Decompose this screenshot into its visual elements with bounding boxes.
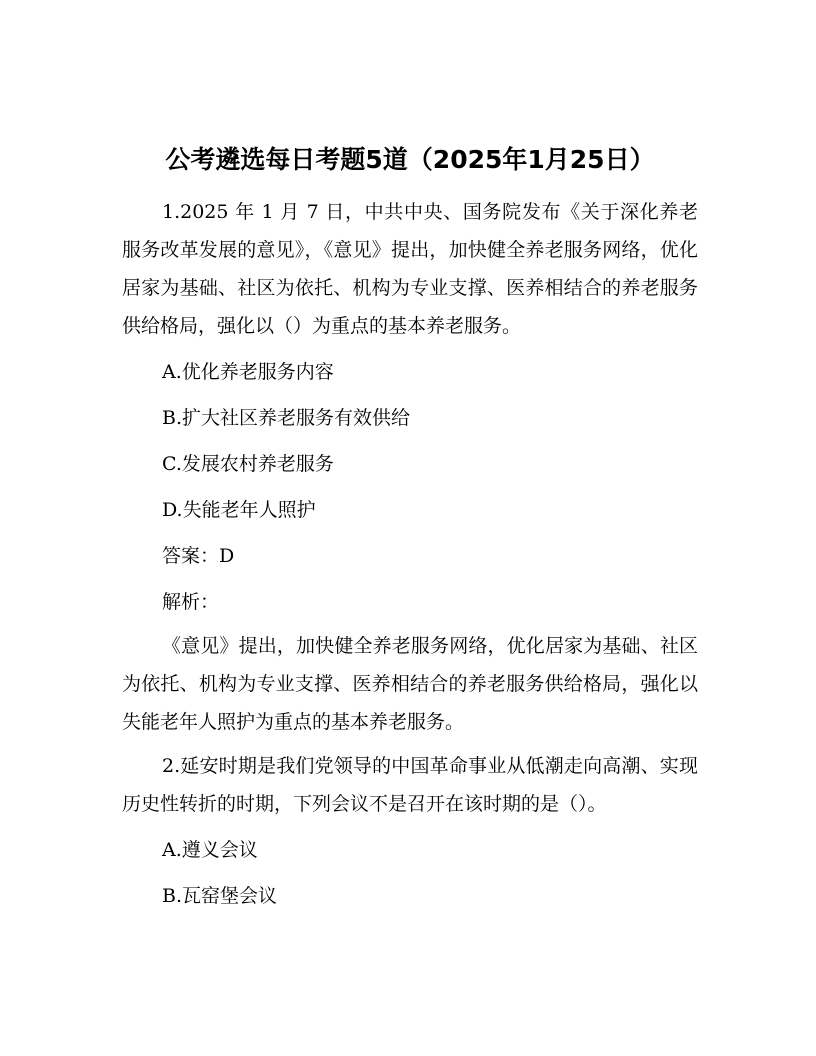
- question-1-option-d: D.失能老年人照护: [162, 499, 316, 521]
- question-2-option-a: A.遵义会议: [162, 839, 258, 861]
- question-1-stem: 1.2025 年 1 月 7 日，中共中央、国务院发布《关于深化养老服务改革发展的意见》，《意见》提出，加快健全养老服务网络，优化居家为基础、社区为依托、机构为专业支撑、医养相结合的养老服务供给格局，强化以（）为重点的基本养老服务。: [122, 201, 698, 337]
- question-2-stem: 2.延安时期是我们党领导的中国革命事业从低潮走向高潮、实现历史性转折的时期，下列会议不是召开在该时期的是（）。: [122, 755, 698, 815]
- document-body: [122, 193, 698, 915]
- question-1-option-b: B.扩大社区养老服务有效供给: [162, 407, 411, 429]
- question-1-analysis-label: 解析：: [162, 591, 220, 613]
- question-1-answer: 答案：D: [162, 545, 235, 567]
- document-title: 公考遴选每日考题5道（2025年1月25日）: [165, 145, 655, 174]
- question-1-analysis: 《意见》提出，加快健全养老服务网络，优化居家为基础、社区为依托、机构为专业支撑、医养相结合的养老服务供给格局，强化以失能老年人照护为重点的基本养老服务。: [122, 635, 698, 733]
- question-2-option-b: B.瓦窑堡会议: [162, 885, 278, 907]
- question-1-option-c: C.发展农村养老服务: [162, 453, 334, 475]
- question-1-option-a: A.优化养老服务内容: [162, 361, 334, 383]
